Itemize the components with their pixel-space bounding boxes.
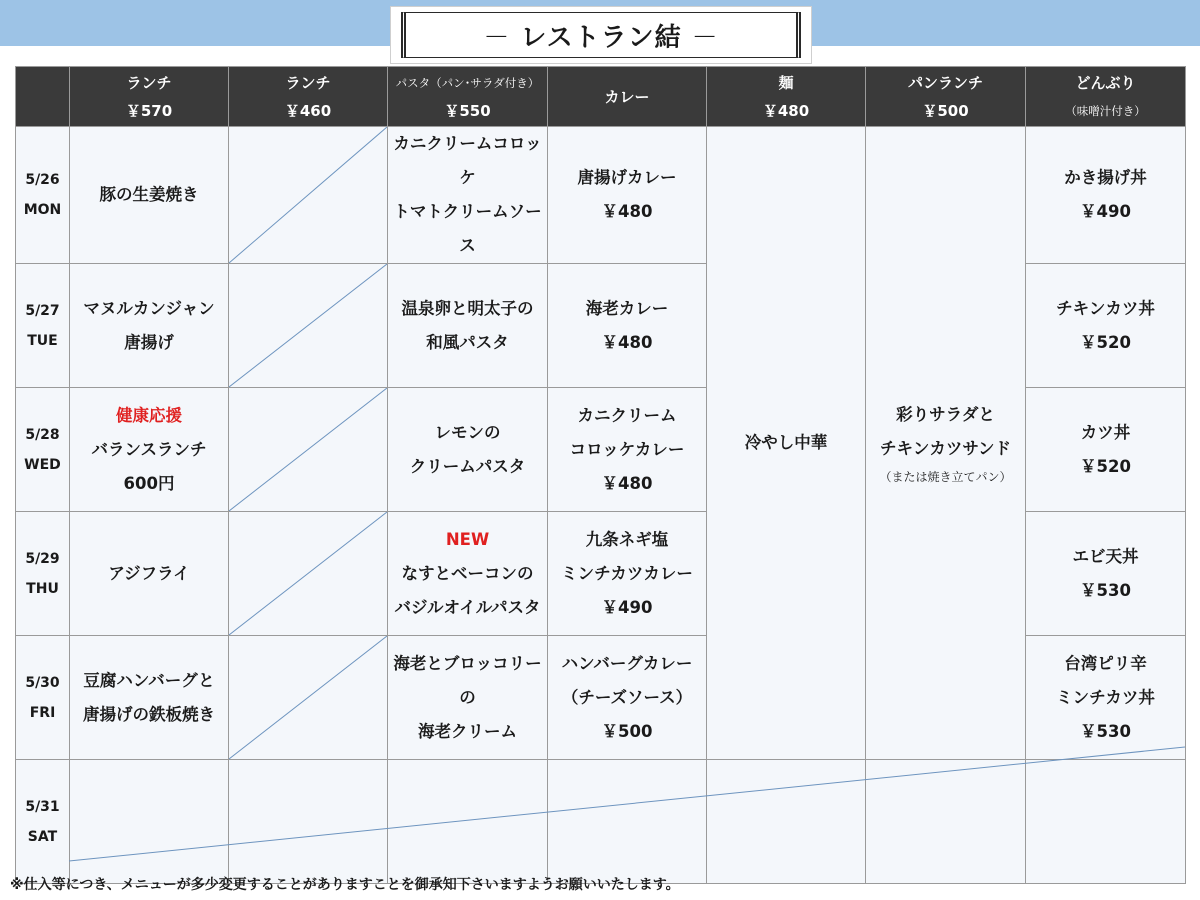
diagonal-line xyxy=(229,512,387,635)
pan-lunch-week-cell xyxy=(866,127,1026,760)
header-donburi xyxy=(1026,67,1186,127)
header-price: ￥500 xyxy=(922,101,969,120)
new-badge: NEW xyxy=(445,529,490,549)
diagonal-line xyxy=(229,388,387,511)
lunch-a-cell xyxy=(70,636,229,760)
dish-line: 唐揚げの鉄板焼き xyxy=(83,704,215,724)
pasta-cell xyxy=(388,388,548,512)
dish-line: ハンバーグカレー xyxy=(561,653,693,673)
page-title xyxy=(401,12,801,58)
dish-line: カニクリームコロッケ xyxy=(393,134,542,187)
curry-cell xyxy=(548,636,707,760)
header-name: 麺 xyxy=(778,73,794,92)
dish-line: バジルオイルパスタ xyxy=(394,597,541,617)
date: 5/30 xyxy=(25,674,60,691)
header-name: どんぶり xyxy=(1075,73,1136,92)
weekday: MON xyxy=(23,202,62,218)
pasta-cell xyxy=(388,127,548,264)
dish-line: カニクリーム xyxy=(577,405,677,425)
dish-line: かき揚げ丼 xyxy=(1064,168,1147,187)
dish-line: 九条ネギ塩 xyxy=(585,529,669,549)
curry-cell xyxy=(548,388,707,512)
dish-line: 冷やし中華 xyxy=(744,433,828,452)
dish-line: 彩りサラダと xyxy=(896,405,995,424)
weekday: THU xyxy=(26,580,59,597)
date: 5/31 xyxy=(25,798,60,815)
date: 5/29 xyxy=(25,550,60,567)
lunch-b-empty-cell xyxy=(229,264,388,388)
dish-line: クリームパスタ xyxy=(409,456,526,476)
title-dash-left: － xyxy=(483,22,511,53)
empty-cell xyxy=(70,760,229,884)
donburi-cell xyxy=(1026,636,1186,760)
curry-cell xyxy=(548,127,707,264)
dish-line: チキンカツ丼 xyxy=(1056,298,1155,318)
dish-line: アジフライ xyxy=(108,563,190,583)
date-cell xyxy=(16,760,70,884)
dish-price: ￥500 xyxy=(601,721,653,741)
pasta-cell xyxy=(388,264,548,388)
empty-cell xyxy=(548,760,707,884)
table-row-saturday xyxy=(16,760,1186,884)
header-lunch-b xyxy=(229,67,388,127)
donburi-cell xyxy=(1026,512,1186,636)
header-price: ￥550 xyxy=(444,101,491,120)
empty-cell xyxy=(866,760,1026,884)
footnote: ※仕入等につき、メニューが多少変更することがありますことを御承知下さいますようお願いいたします。 xyxy=(10,877,680,893)
title-box xyxy=(390,6,812,64)
lunch-b-empty-cell xyxy=(229,636,388,760)
donburi-cell xyxy=(1026,127,1186,264)
dish-line: 唐揚げカレー xyxy=(577,168,677,187)
title-dash-right: － xyxy=(691,22,719,53)
header-lunch-a xyxy=(70,67,229,127)
header-pan-lunch xyxy=(866,67,1026,127)
dish-price: ￥530 xyxy=(1080,721,1131,741)
date-cell xyxy=(16,636,70,760)
lunch-a-cell xyxy=(70,264,229,388)
header-note: （味噌汁付き） xyxy=(1065,103,1146,118)
weekday: FRI xyxy=(29,704,56,721)
dish-price: ￥480 xyxy=(601,473,653,493)
header-curry xyxy=(548,67,707,127)
weekday: TUE xyxy=(27,332,58,349)
table-row xyxy=(16,127,1186,264)
lunch-a-cell xyxy=(70,127,229,264)
dish-line: 和風パスタ xyxy=(426,332,509,352)
dish-line: レモンの xyxy=(434,422,501,442)
dish-line: ミンチカツ丼 xyxy=(1056,687,1155,707)
dish-line: トマトクリームソース xyxy=(393,202,542,255)
dish-line: カツ丼 xyxy=(1080,422,1131,442)
curry-cell xyxy=(548,264,707,388)
dish-line: 海老とブロッコリーの xyxy=(393,653,542,707)
lunch-b-empty-cell xyxy=(229,127,388,264)
dish-line: 唐揚げ xyxy=(124,332,174,352)
donburi-cell xyxy=(1026,264,1186,388)
dish-line: 豚の生姜焼き xyxy=(99,185,199,204)
dish-price: ￥480 xyxy=(601,332,653,352)
highlight-label: 健康応援 xyxy=(116,405,182,425)
lunch-a-cell xyxy=(70,512,229,636)
dish-line: 台湾ピリ辛 xyxy=(1064,653,1147,673)
header-price: ￥460 xyxy=(284,101,332,120)
donburi-cell xyxy=(1026,388,1186,512)
header-name: ランチ xyxy=(126,73,172,92)
dish-line: エビ天丼 xyxy=(1072,546,1139,566)
empty-cell xyxy=(388,760,548,884)
header-price: ￥570 xyxy=(125,101,173,120)
dish-line: バランスランチ xyxy=(91,439,207,459)
dish-line: （チーズソース） xyxy=(561,687,693,707)
date-cell xyxy=(16,264,70,388)
dish-price: ￥490 xyxy=(1080,202,1131,221)
dish-note: （または焼き立てパン） xyxy=(879,470,1012,484)
empty-cell xyxy=(707,760,866,884)
diagonal-line xyxy=(229,264,387,387)
lunch-b-empty-cell xyxy=(229,512,388,636)
dish-line: なすとベーコンの xyxy=(401,563,534,583)
dish-line: 海老カレー xyxy=(585,298,669,318)
date: 5/26 xyxy=(25,172,60,188)
date-cell xyxy=(16,512,70,636)
lunch-a-cell xyxy=(70,388,229,512)
date: 5/27 xyxy=(25,302,60,319)
dish-line: マヌルカンジャン xyxy=(83,298,215,318)
dish-line: コロッケカレー xyxy=(569,439,685,459)
header-price: ￥480 xyxy=(762,101,810,120)
dish-line: チキンカツサンド xyxy=(879,439,1011,458)
dish-line: ミンチカツカレー xyxy=(561,563,693,583)
title-text: レストラン結 xyxy=(520,22,682,53)
pasta-cell xyxy=(388,512,548,636)
lunch-b-empty-cell xyxy=(229,388,388,512)
weekday: SAT xyxy=(27,828,58,845)
dish-line: 豆腐ハンバーグと xyxy=(83,670,215,690)
header-corner xyxy=(16,67,70,127)
pasta-cell xyxy=(388,636,548,760)
dish-line: 海老クリーム xyxy=(418,721,517,741)
dish-price: 600円 xyxy=(123,473,175,493)
header-name: パスタ（パン･サラダ付き） xyxy=(395,75,540,90)
date-cell xyxy=(16,388,70,512)
diagonal-line xyxy=(229,127,387,263)
curry-cell xyxy=(548,512,707,636)
menu-table xyxy=(15,66,1186,884)
header-noodle xyxy=(707,67,866,127)
dish-price: ￥480 xyxy=(601,202,653,221)
header-name: パンランチ xyxy=(907,73,983,92)
diagonal-line xyxy=(229,636,387,759)
dish-price: ￥520 xyxy=(1080,456,1131,476)
header-name: カレー xyxy=(604,87,650,106)
empty-cell xyxy=(229,760,388,884)
date-cell xyxy=(16,127,70,264)
header-row xyxy=(16,67,1186,127)
dish-price: ￥520 xyxy=(1080,332,1131,352)
weekday: WED xyxy=(24,456,61,473)
dish-line: 温泉卵と明太子の xyxy=(401,298,534,318)
empty-cell xyxy=(1026,760,1186,884)
dish-price: ￥530 xyxy=(1080,580,1131,600)
header-pasta xyxy=(388,67,548,127)
dish-price: ￥490 xyxy=(601,597,653,617)
date: 5/28 xyxy=(25,426,60,443)
header-name: ランチ xyxy=(285,73,331,92)
noodle-week-cell xyxy=(707,127,866,760)
